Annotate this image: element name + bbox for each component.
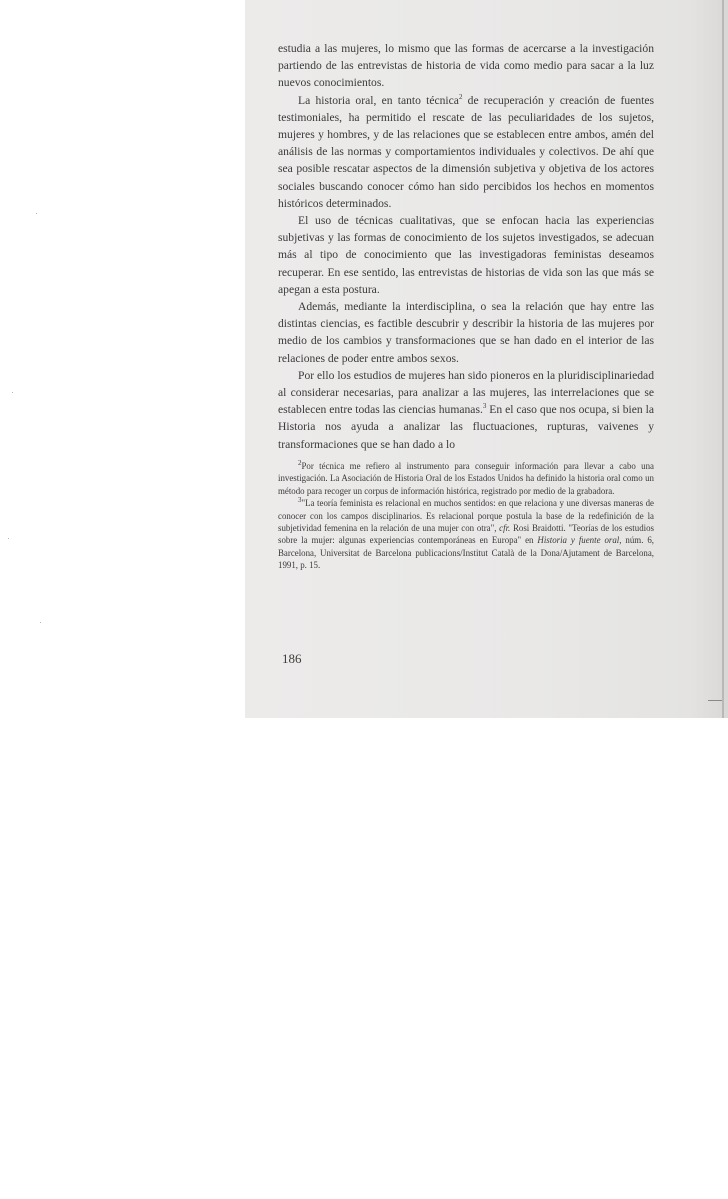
page-edge-mark <box>708 700 722 701</box>
paragraph-2: La historia oral, en tanto técnica$^2$ de recuperación y creación de fuentes testimoniales, ha permitido el rescate de las peculiaridades de los sujetos, mujeres y hombres, y de las relaciones que se establecen entre ambos, amén del análisis de las normas y comportamientos individuales y colectivos. De ahí que sea posible rescatar aspectos de la dimensión subjetiva y objetiva de los actores sociales buscando conocer cómo han sido percibidos los hechos en momentos históricos determinados. <box>278 92 654 210</box>
scan-speck <box>12 392 13 393</box>
scan-speck <box>8 538 9 539</box>
paragraph-3: El uso de técnicas cualitativas, que se enfocan hacia las experiencias subjetivas y las formas de conocimiento de los sujetos investigados, se adecuan más al tipo de conocimiento que las investigadoras feministas deseamos recuperar. En ese sentido, las entrevistas de historias de vida son las que más se apegan a esta postura. <box>278 214 654 296</box>
body-text <box>278 40 654 453</box>
scan-speck <box>36 213 37 214</box>
footnotes <box>278 460 654 572</box>
scan-speck <box>40 622 41 623</box>
paragraph-5: Por ello los estudios de mujeres han sido pioneros en la pluridisciplinariedad al considerar necesarias, para analizar a las mujeres, las interrelaciones que se establecen entre todas las ciencias humanas.$^3$ En el caso que nos ocupa, si bien la Historia nos ayuda a analizar las fluctuaciones, rupturas, vaivenes y transformaciones que se han dado a lo <box>278 368 654 451</box>
footnote-2: $^2$Por técnica me refiero al instrumento para conseguir información para llevar a cabo una investigación. La Asociación de Historia Oral de los Estados Unidos ha definido la historia oral como un método para recoger un corpus de información histórica, registrado por medio de la grabadora. <box>278 459 654 496</box>
page-edge-shadow <box>722 0 724 718</box>
page-number: 186 <box>282 651 302 666</box>
paragraph-1: estudia a las mujeres, lo mismo que las formas de acercarse a la investigación partiendo de las entrevistas de historia de vida como medio para sacar a la luz nuevos conocimientos. <box>278 42 654 90</box>
footnote-ref-3: 3 <box>482 402 487 411</box>
footnote-3: $^3$"La teoría feminista es relacional en muchos sentidos: en que relaciona y une diversas maneras de conocer con los campos disciplinarios. Es relacional porque postula la base de la redefinición de la subjetividad femenina en la relación de una mujer con otra", cfr. Rosi Braidotti. "Teorías de los estudios sobre la mujer: algunas experiencias contemporáneas en Europa" en Historia y fuente oral, núm. 6, Barcelona, Universitat de Barcelona publicacions/Institut Català de la Dona/Ajutament de Barcelona, 1991, p. 15. <box>278 496 655 571</box>
footnote-ref-2: 2 <box>458 92 463 101</box>
paragraph-4: Además, mediante la interdisciplina, o sea la relación que hay entre las distintas ciencias, es factible descubrir y describir la historia de las mujeres por medio de los cambios y transformaciones que se han dado en el interior de las relaciones de poder entre ambos sexos. <box>278 300 654 365</box>
journal-title: Historia y fuente oral <box>537 535 620 546</box>
